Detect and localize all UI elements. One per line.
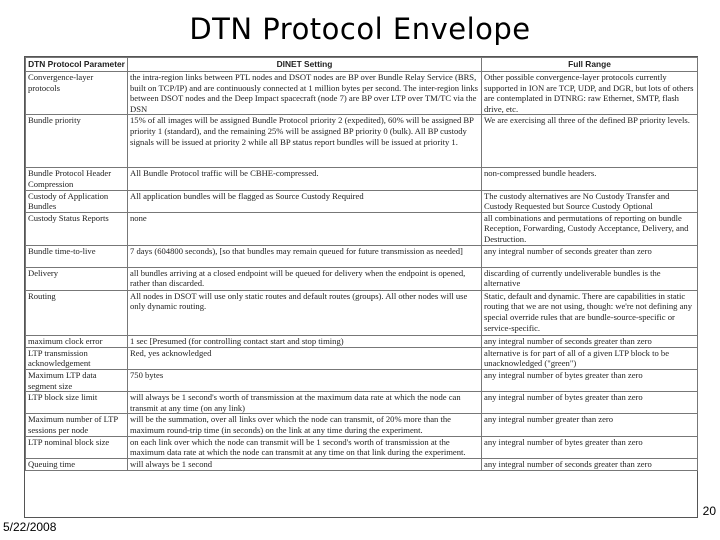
header-parameter: DTN Protocol Parameter — [26, 58, 128, 72]
cell-full-range: any integral number of bytes greater than zero — [482, 369, 698, 391]
table-row — [26, 115, 698, 168]
cell-dinet-setting: 750 bytes — [128, 369, 482, 391]
table-row — [26, 436, 698, 458]
cell-dinet-setting: 7 days (604800 seconds), [so that bundles may remain queued for future transmission as needed] — [128, 245, 482, 267]
table-row — [26, 414, 698, 436]
slide-title: DTN Protocol Envelope — [189, 12, 531, 46]
table-row — [26, 290, 698, 335]
cell-parameter: LTP nominal block size — [26, 436, 128, 458]
cell-parameter: LTP transmission acknowledgement — [26, 347, 128, 369]
cell-full-range: any integral number of seconds greater than zero — [482, 458, 698, 470]
cell-dinet-setting: All application bundles will be flagged as Source Custody Required — [128, 190, 482, 212]
cell-full-range: The custody alternatives are No Custody Transfer and Custody Requested but Source Custody Optional — [482, 190, 698, 212]
cell-full-range: Other possible convergence-layer protocols currently supported in ION are TCP, UDP, and DGR, but lots of others are contemplated in DTNRG: raw Ethernet, SMTP, flash drive, etc. — [482, 72, 698, 115]
cell-dinet-setting: All nodes in DSOT will use only static routes and default routes (groups). All other nodes will use only dynamic routing. — [128, 290, 482, 335]
cell-full-range: any integral number of bytes greater than zero — [482, 392, 698, 414]
cell-full-range: discarding of currently undeliverable bundles is the alternative — [482, 267, 698, 290]
cell-parameter: Queuing time — [26, 458, 128, 470]
table-row — [26, 369, 698, 391]
cell-full-range: any integral number greater than zero — [482, 414, 698, 436]
cell-parameter: Routing — [26, 290, 128, 335]
cell-dinet-setting: 15% of all images will be assigned Bundle Protocol priority 2 (expedited), 60% will be assigned BP priority 1 (standard), and the remaining 25% will be assigned BP priority 0 (bulk). All BP custody signals will be issued at priority 2 while all BP status report bundles will be issued at priority 1. — [128, 115, 482, 168]
cell-parameter: Bundle Protocol Header Compression — [26, 168, 128, 190]
cell-dinet-setting: will always be 1 second — [128, 458, 482, 470]
cell-dinet-setting: none — [128, 212, 482, 245]
cell-dinet-setting: all bundles arriving at a closed endpoint will be queued for delivery when the endpoint is opened, rather than discarded. — [128, 267, 482, 290]
header-full-range: Full Range — [482, 58, 698, 72]
cell-dinet-setting: on each link over which the node can transmit will be 1 second's worth of transmission at the maximum data rate at which the node can transmit at any time on that link during the experiment. — [128, 436, 482, 458]
table-row — [26, 267, 698, 290]
cell-full-range: any integral number of seconds greater than zero — [482, 245, 698, 267]
cell-parameter: Convergence-layer protocols — [26, 72, 128, 115]
table-row — [26, 168, 698, 190]
cell-full-range: any integral number of seconds greater than zero — [482, 335, 698, 347]
cell-dinet-setting: will always be 1 second's worth of transmission at the maximum data rate at which the node can transmit at any time (on any link) — [128, 392, 482, 414]
cell-parameter: Bundle priority — [26, 115, 128, 168]
cell-parameter: Maximum LTP data segment size — [26, 369, 128, 391]
cell-parameter: maximum clock error — [26, 335, 128, 347]
footer-date: 5/22/2008 — [3, 520, 57, 534]
header-dinet-setting: DINET Setting — [128, 58, 482, 72]
table-row — [26, 335, 698, 347]
cell-full-range: any integral number of bytes greater than zero — [482, 436, 698, 458]
cell-full-range: all combinations and permutations of reporting on bundle Reception, Forwarding, Custody Acceptance, Delivery, and Destruction. — [482, 212, 698, 245]
cell-dinet-setting: All Bundle Protocol traffic will be CBHE-compressed. — [128, 168, 482, 190]
cell-full-range: alternative is for part of all of a given LTP block to be unacknowledged ("green") — [482, 347, 698, 369]
protocol-table — [25, 57, 698, 471]
table-row — [26, 392, 698, 414]
table-row — [26, 212, 698, 245]
table-row — [26, 72, 698, 115]
cell-parameter: Delivery — [26, 267, 128, 290]
table-row — [26, 347, 698, 369]
cell-parameter: Custody Status Reports — [26, 212, 128, 245]
cell-full-range: We are exercising all three of the defined BP priority levels. — [482, 115, 698, 168]
cell-parameter: LTP block size limit — [26, 392, 128, 414]
cell-full-range: Static, default and dynamic. There are capabilities in static routing that we are not using, though: we're not defining any special override rules that are bundle-source-specific or service-specific. — [482, 290, 698, 335]
cell-parameter: Bundle time-to-live — [26, 245, 128, 267]
table-row — [26, 245, 698, 267]
table-row — [26, 190, 698, 212]
table-row — [26, 458, 698, 470]
cell-full-range: non-compressed bundle headers. — [482, 168, 698, 190]
cell-parameter: Maximum number of LTP sessions per node — [26, 414, 128, 436]
cell-parameter: Custody of Application Bundles — [26, 190, 128, 212]
protocol-table-container — [24, 56, 698, 518]
cell-dinet-setting: Red, yes acknowledged — [128, 347, 482, 369]
table-header-row — [26, 58, 698, 72]
cell-dinet-setting: 1 sec [Presumed (for controlling contact start and stop timing) — [128, 335, 482, 347]
cell-dinet-setting: the intra-region links between PTL nodes and DSOT nodes are BP over Bundle Relay Service (BRS, built on TCP/IP) and are continuously connected at 1 million bytes per second. The inter-region links between DSOT nodes and the Deep Impact spacecraft (node 7) are BP over LTP over TM/TC via the DSN — [128, 72, 482, 115]
cell-dinet-setting: will be the summation, over all links over which the node can transmit, of 20% more than the maximum round-trip time (in seconds) on the link at any time during the experiment. — [128, 414, 482, 436]
page-number: 20 — [702, 504, 716, 518]
